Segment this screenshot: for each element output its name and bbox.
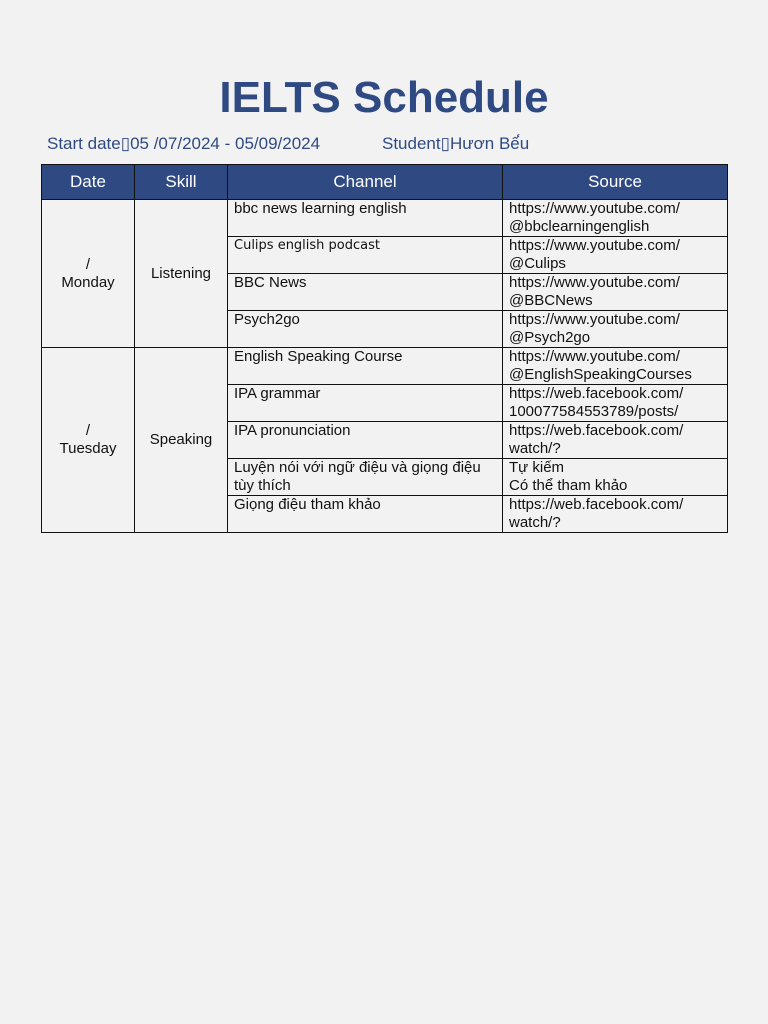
source-cell: Tự kiếm Có thể tham khảo xyxy=(503,459,728,496)
source-cell: https://www.youtube.com/ @bbclearningenglish xyxy=(503,200,728,237)
source-cell: https://www.youtube.com/ @Culips xyxy=(503,237,728,274)
channel-cell: bbc news learning english xyxy=(228,200,503,237)
header-date: Date xyxy=(42,165,135,200)
skill-cell: Speaking xyxy=(135,348,228,533)
start-date-label: Start date xyxy=(47,134,121,153)
channel-cell: Psych2go xyxy=(228,311,503,348)
source-cell: https://www.youtube.com/ @BBCNews xyxy=(503,274,728,311)
date-cell: / Monday xyxy=(42,200,135,348)
start-date-separator: ▯ xyxy=(120,134,131,153)
channel-cell: English Speaking Course xyxy=(228,348,503,385)
table-row xyxy=(42,348,728,385)
channel-cell: Luyện nói với ngữ điệu và giọng điệu tùy thích xyxy=(228,459,503,496)
source-cell: https://web.facebook.com/ watch/? xyxy=(503,496,728,533)
source-cell: https://web.facebook.com/ 100077584553789/posts/ xyxy=(503,385,728,422)
table-header-row xyxy=(42,165,728,200)
student-separator: ▯ xyxy=(440,134,450,153)
student xyxy=(382,133,529,155)
student-label: Student xyxy=(382,134,441,153)
header-channel: Channel xyxy=(228,165,503,200)
student-name: Hươn Bế́u xyxy=(449,134,530,153)
skill-cell: Listening xyxy=(135,200,228,348)
start-date-value: 05 /07/2024 - 05/09/2024 xyxy=(130,134,321,153)
source-cell: https://www.youtube.com/ @EnglishSpeakingCourses xyxy=(503,348,728,385)
channel-cell: IPA grammar xyxy=(228,385,503,422)
header-skill: Skill xyxy=(135,165,228,200)
channel-cell: BBC News xyxy=(228,274,503,311)
schedule-table xyxy=(41,164,728,533)
date-cell: / Tuesday xyxy=(42,348,135,533)
source-cell: https://web.facebook.com/ watch/? xyxy=(503,422,728,459)
channel-cell: Giọng điệu tham khảo xyxy=(228,496,503,533)
start-date xyxy=(47,133,320,155)
page-title: IELTS Schedule xyxy=(219,73,549,122)
channel-cell: IPA pronunciation xyxy=(228,422,503,459)
table-row xyxy=(42,200,728,237)
source-cell: https://www.youtube.com/ @Psych2go xyxy=(503,311,728,348)
channel-cell: Culips english podcast xyxy=(228,237,503,274)
header-source: Source xyxy=(503,165,728,200)
